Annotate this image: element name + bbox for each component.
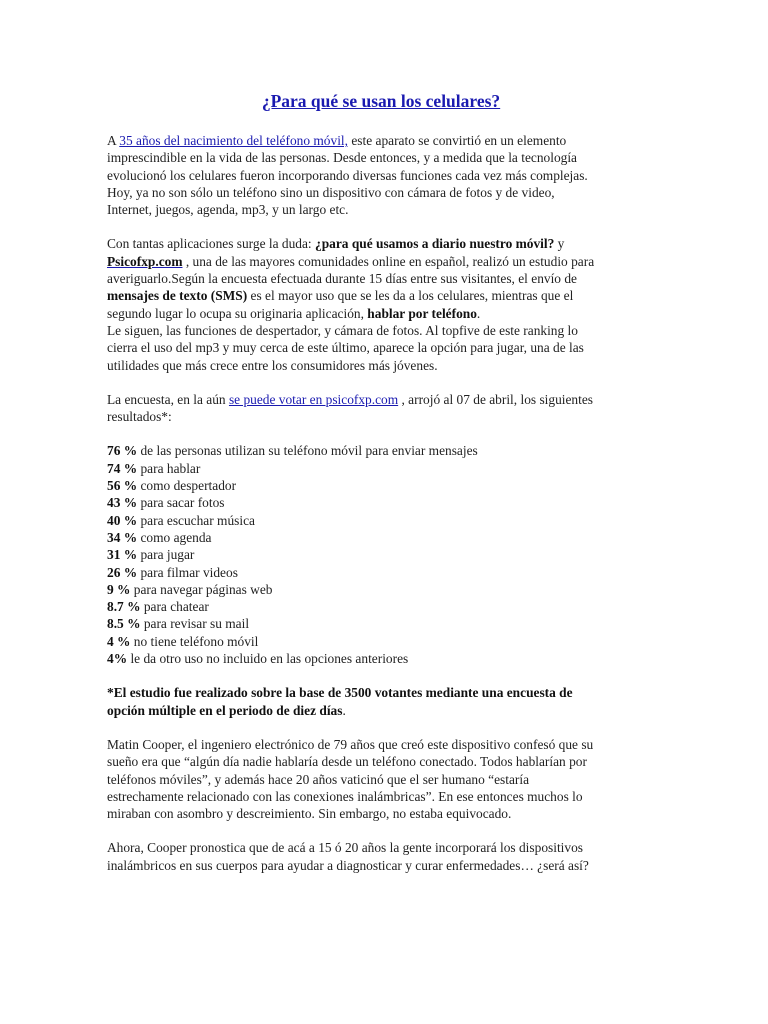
- result-percentage: 56 %: [107, 478, 138, 494]
- result-description: para filmar videos: [137, 564, 238, 580]
- cooper-line-5: miraban con asombro y descreimiento. Sin embargo, no estaba equivocado.: [107, 806, 512, 822]
- result-row: [107, 633, 655, 650]
- study-text: es el mayor uso que se les da a los celulares, mientras que el: [247, 288, 574, 304]
- study-text: Con tantas aplicaciones surge la duda:: [107, 236, 315, 252]
- intro-text: A: [107, 133, 120, 148]
- result-row: [107, 650, 655, 667]
- study-line-8: utilidades que más crece entre los consumidores más jóvenes.: [107, 357, 438, 373]
- forecast-line-2: inalámbricos en sus cuerpos para ayudar a diagnosticar y curar enfermedades… ¿será así?: [107, 857, 589, 873]
- survey-text: , arrojó al 07 de abril, los siguientes: [398, 391, 594, 407]
- study-line-6: Le siguen, las funciones de despertador, y cámara de fotos. Al topfive de este ranking lo: [107, 322, 578, 338]
- result-percentage: 34 %: [107, 529, 138, 545]
- note-period: .: [342, 702, 346, 718]
- study-paragraph: [107, 235, 655, 373]
- result-row: [107, 512, 655, 529]
- result-description: no tiene teléfono móvil: [130, 633, 259, 649]
- study-line-4: [107, 287, 655, 304]
- result-percentage: 74 %: [107, 460, 138, 476]
- intro-line-1: [107, 132, 655, 149]
- study-line-7: cierra el uso del mp3 y muy cerca de este último, aparece la opción para jugar, una de las: [107, 340, 584, 356]
- result-row: [107, 494, 655, 511]
- result-percentage: 31 %: [107, 547, 138, 563]
- study-line-5: [107, 305, 655, 322]
- study-line-3: averiguarlo.Según la encuesta efectuada durante 15 días entre sus visitantes, el envío de: [107, 271, 577, 287]
- result-description: para navegar páginas web: [130, 581, 273, 597]
- intro-line-5: Internet, juegos, agenda, mp3, y un largo etc.: [107, 202, 349, 218]
- sms-highlight: mensajes de texto (SMS): [107, 288, 248, 304]
- intro-line-2: imprescindible en la vida de las personas. Desde entonces, y a medida que la tecnología: [107, 150, 577, 166]
- result-row: [107, 546, 655, 563]
- forecast-paragraph: [107, 839, 655, 874]
- results-list: [107, 442, 655, 667]
- study-line-1: [107, 235, 655, 252]
- result-description: para sacar fotos: [137, 495, 225, 511]
- cooper-line-3: teléfonos móviles”, y además hace 20 años vaticinó que el ser humano “estaría: [107, 771, 530, 787]
- result-description: para chatear: [140, 599, 209, 615]
- intro-text: este aparato se convirtió en un elemento: [347, 133, 567, 148]
- psicofxp-link-label: Psicofxp.com: [107, 253, 183, 269]
- result-row: [107, 598, 655, 615]
- result-percentage: 8.7 %: [107, 599, 141, 615]
- result-description: como agenda: [137, 529, 212, 545]
- note-line-1: *El estudio fue realizado sobre la base de 3500 votantes mediante una encuesta de: [107, 685, 573, 701]
- forecast-line-1: Ahora, Cooper pronostica que de acá a 15 ó 20 años la gente incorporará los dispositivos: [107, 840, 583, 856]
- vote-link[interactable]: se puede votar en psicofxp.com: [228, 391, 399, 407]
- result-description: para escuchar música: [137, 512, 255, 528]
- result-description: para hablar: [137, 460, 201, 476]
- survey-line-2: resultados*:: [107, 409, 172, 425]
- intro-line-4: Hoy, ya no son sólo un teléfono sino un dispositivo con cámara de fotos y de video,: [107, 184, 555, 200]
- survey-line-1: [107, 391, 655, 408]
- result-row: [107, 564, 655, 581]
- result-percentage: 8.5 %: [107, 616, 141, 632]
- survey-text: La encuesta, en la aún: [107, 391, 229, 407]
- result-row: [107, 442, 655, 459]
- result-percentage: 4%: [107, 651, 128, 667]
- anniversary-link[interactable]: 35 años del nacimiento del teléfono móvil,: [119, 133, 348, 148]
- cooper-line-1: Matin Cooper, el ingeniero electrónico de 79 años que creó este dispositivo confesó que su: [107, 736, 594, 752]
- study-question: ¿para qué usamos a diario nuestro móvil?: [315, 236, 555, 252]
- study-text: , una de las mayores comunidades online en español, realizó un estudio para: [182, 253, 595, 269]
- result-row: [107, 615, 655, 632]
- result-row: [107, 477, 655, 494]
- page-title: ¿Para qué se usan los celulares?: [261, 91, 501, 111]
- cooper-paragraph: [107, 736, 655, 822]
- intro-paragraph: [107, 132, 655, 218]
- result-row: [107, 581, 655, 598]
- call-highlight: hablar por teléfono: [367, 305, 477, 321]
- result-percentage: 9 %: [107, 581, 131, 597]
- result-description: le da otro uso no incluido en las opciones anteriores: [127, 651, 409, 667]
- result-description: para jugar: [137, 547, 195, 563]
- survey-paragraph: [107, 391, 655, 426]
- result-row: [107, 460, 655, 477]
- result-row: [107, 529, 655, 546]
- psicofxp-link[interactable]: [107, 254, 183, 269]
- result-percentage: 43 %: [107, 495, 138, 511]
- note-line-2: [107, 702, 655, 719]
- intro-line-3: evolucionó los celulares fueron incorporando diversas funciones cada vez más complejas.: [107, 167, 588, 183]
- result-description: para revisar su mail: [140, 616, 250, 632]
- study-text: .: [476, 305, 481, 321]
- result-percentage: 40 %: [107, 512, 138, 528]
- document-page: [107, 90, 655, 891]
- note-text: opción múltiple en el periodo de diez días: [107, 702, 343, 718]
- cooper-line-2: sueño era que “algún día nadie hablaría desde un teléfono conectado. Todos hablarían por: [107, 754, 587, 770]
- study-note: [107, 684, 655, 719]
- result-percentage: 26 %: [107, 564, 138, 580]
- study-text: y: [554, 236, 565, 252]
- result-percentage: 4 %: [107, 633, 131, 649]
- cooper-line-4: estrechamente relacionado con las conexiones inalámbricas”. En ese entonces muchos lo: [107, 788, 583, 804]
- study-text: segundo lugar lo ocupa su originaria aplicación,: [107, 305, 368, 321]
- result-description: como despertador: [137, 478, 237, 494]
- study-line-2: [107, 253, 655, 270]
- result-percentage: 76 %: [107, 443, 138, 459]
- result-description: de las personas utilizan su teléfono móvil para enviar mensajes: [137, 443, 478, 459]
